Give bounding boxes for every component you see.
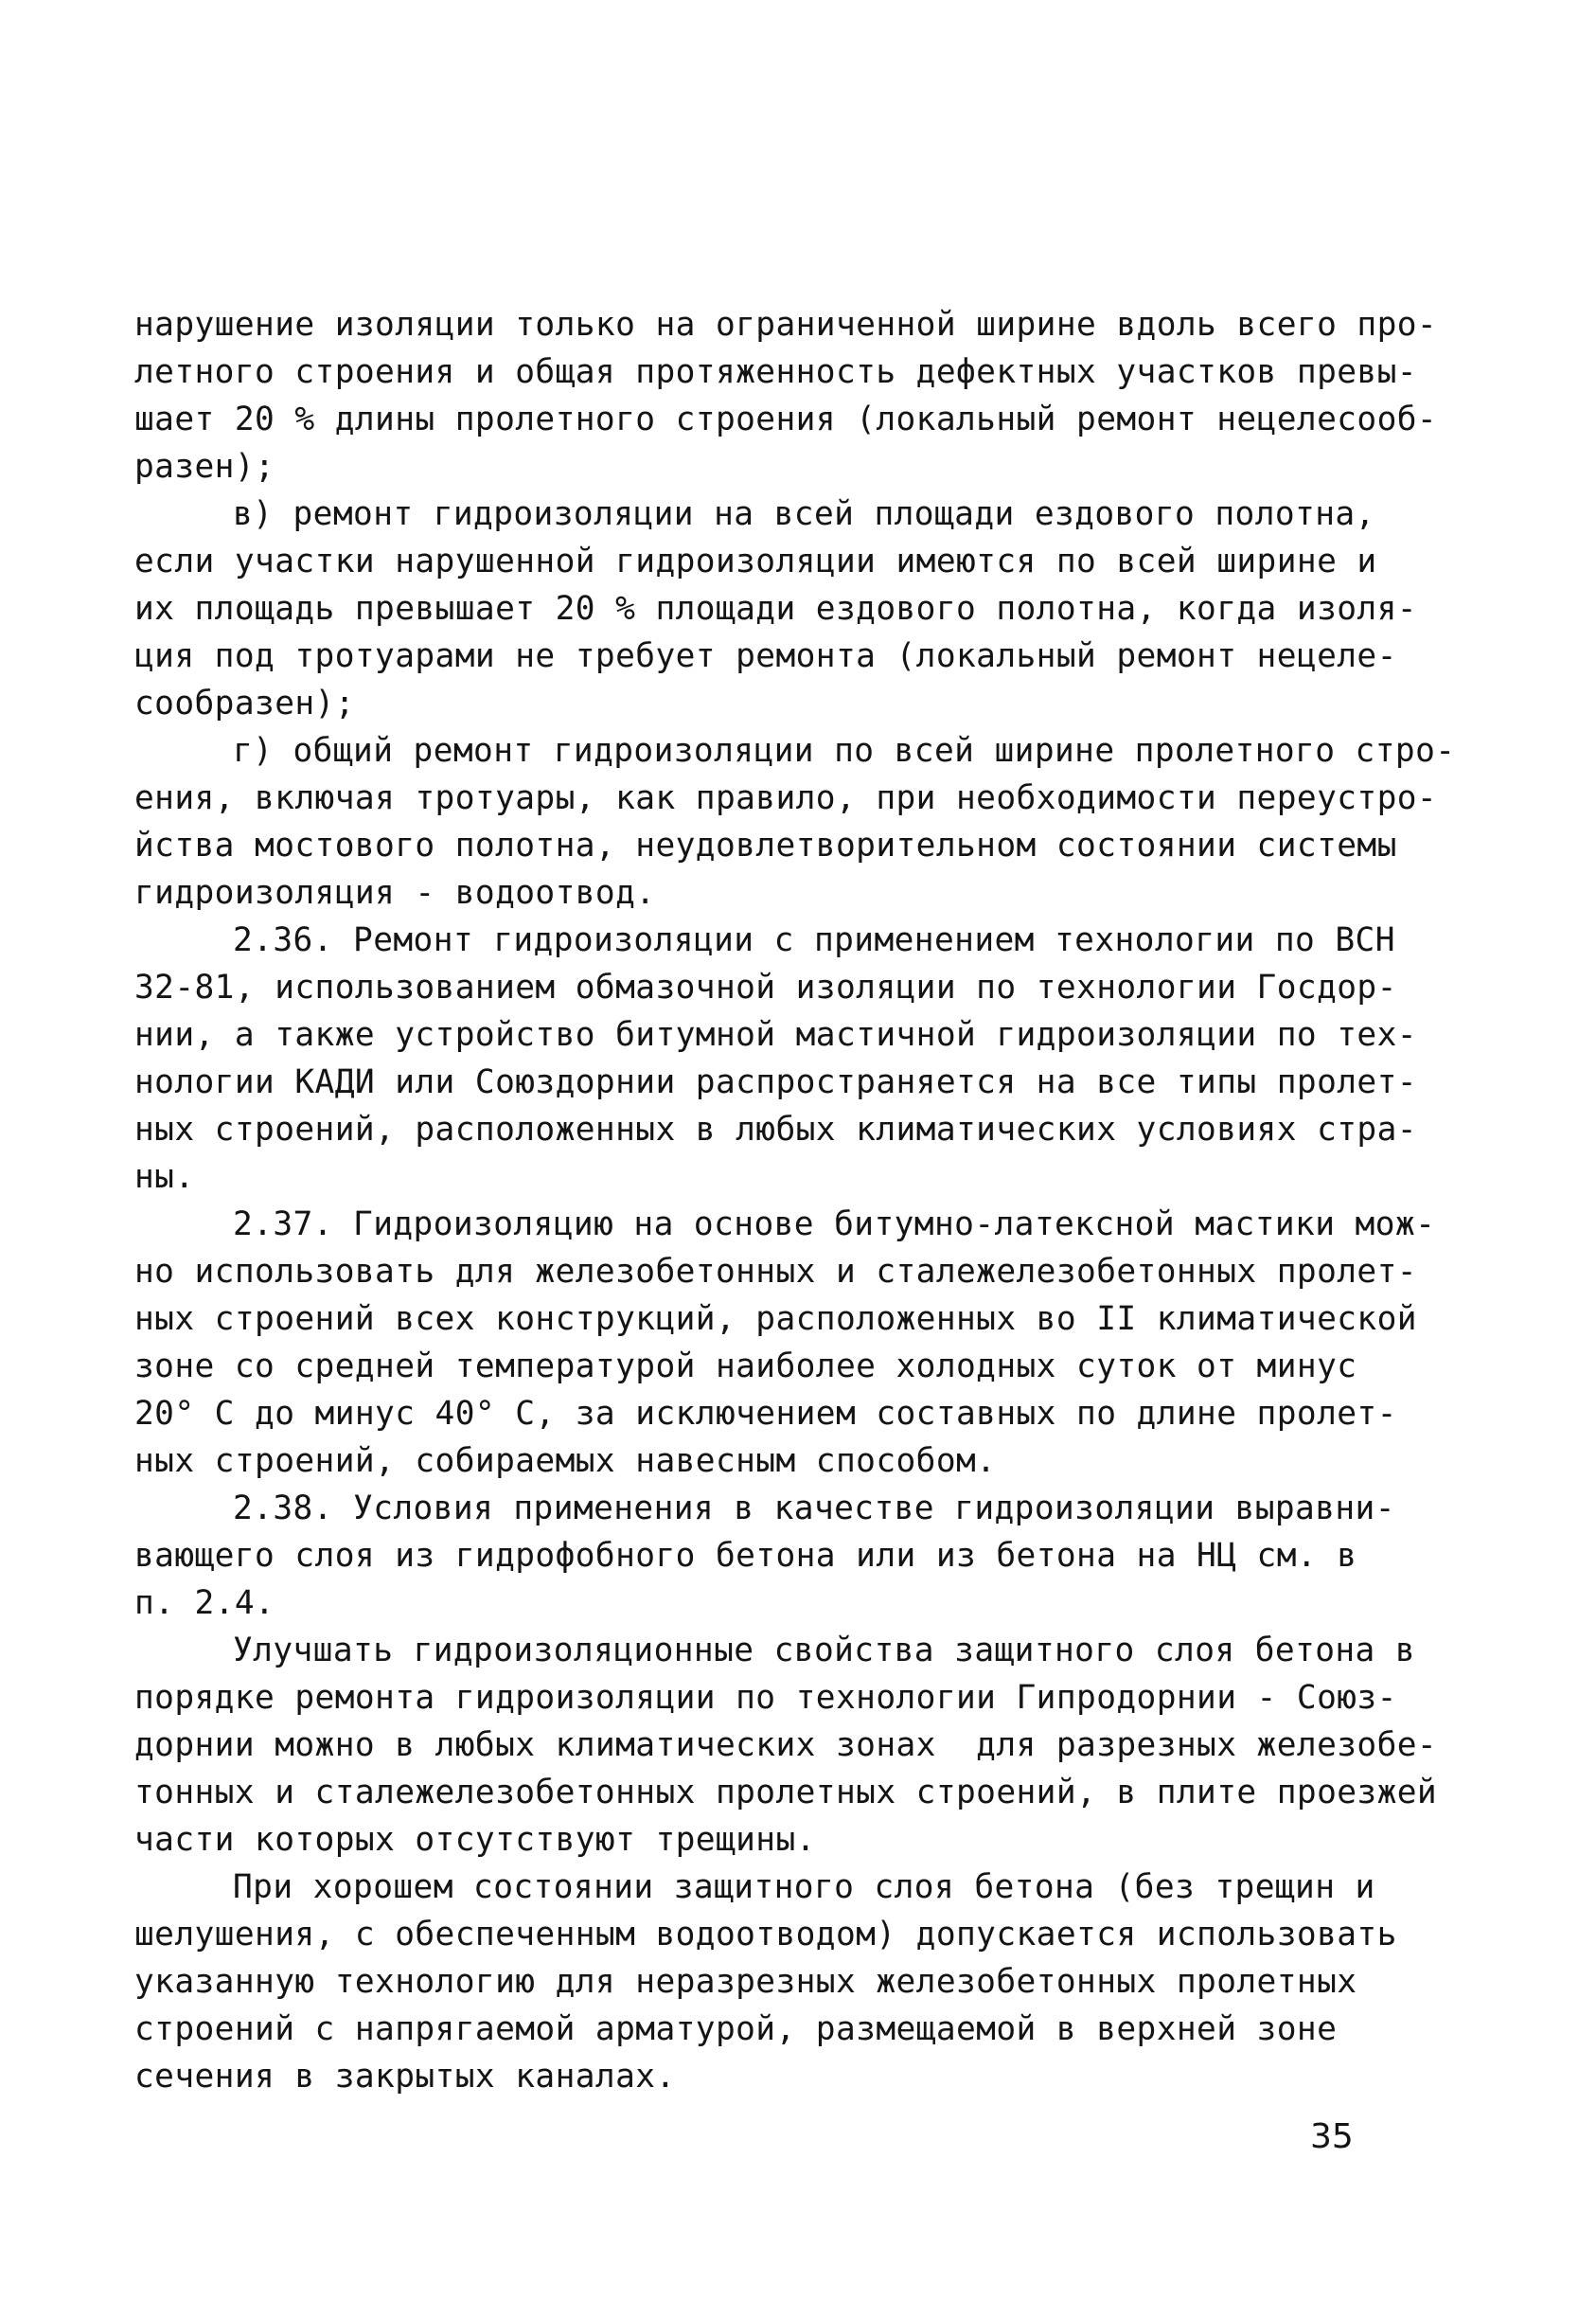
text-line: разен); bbox=[134, 448, 275, 486]
paragraph-continuation bbox=[134, 301, 1438, 491]
text-line: 2.36. Ремонт гидроизоляции с применением технологии по ВСН bbox=[233, 921, 1395, 959]
paragraph-good-condition bbox=[134, 1864, 1422, 2100]
text-line: указанную технологию для неразрезных железобетонных пролетных bbox=[134, 1963, 1357, 2001]
text-line: йства мостового полотна, неудовлетворительном состоянии системы bbox=[134, 827, 1397, 865]
text-line: ны. bbox=[134, 1158, 195, 1196]
text-line: в) ремонт гидроизоляции на всей площади ездового полотна, bbox=[233, 495, 1375, 533]
text-line: если участки нарушенной гидроизоляции имеются по всей ширине и bbox=[134, 543, 1377, 580]
text-line: г) общий ремонт гидроизоляции по всей ширине пролетного стро- bbox=[233, 732, 1456, 770]
text-line: сообразен); bbox=[134, 685, 355, 722]
paragraph-2-37 bbox=[134, 1201, 1436, 1485]
text-line: тонных и сталежелезобетонных пролетных строений, в плите проезжей bbox=[134, 1774, 1438, 1811]
text-line: вающего слоя из гидрофобного бетона или из бетона на НЦ см. в bbox=[134, 1537, 1357, 1575]
text-line: ных строений, расположенных в любых климатических условиях стра- bbox=[134, 1111, 1417, 1149]
paragraph-2-38 bbox=[134, 1485, 1422, 1627]
text-line: строений с напрягаемой арматурой, размещаемой в верхней зоне bbox=[134, 2010, 1338, 2048]
text-line: их площадь превышает 20 % площади ездового полотна, когда изоля- bbox=[134, 590, 1417, 628]
paragraph-improve bbox=[134, 1627, 1438, 1864]
text-line: дорнии можно в любых климатических зонах для разрезных железобе- bbox=[134, 1726, 1438, 1764]
paragraph-item-g bbox=[134, 727, 1456, 917]
text-line: нарушение изоляции только на ограниченной ширине вдоль всего про- bbox=[134, 306, 1438, 344]
text-line: но использовать для железобетонных и сталежелезобетонных пролет- bbox=[134, 1253, 1417, 1291]
text-line: Улучшать гидроизоляционные свойства защитного слоя бетона в bbox=[233, 1632, 1416, 1669]
page-number: 35 bbox=[1310, 2117, 1354, 2156]
text-line: 20° С до минус 40° С, за исключением составных по длине пролет- bbox=[134, 1395, 1397, 1433]
text-line: части которых отсутствуют трещины. bbox=[134, 1821, 816, 1859]
text-line: шает 20 % длины пролетного строения (локальный ремонт нецелесооб- bbox=[134, 401, 1438, 438]
text-line: шелушения, с обеспеченным водоотводом) допускается использовать bbox=[134, 1916, 1397, 1953]
text-line: сечения в закрытых каналах. bbox=[134, 2058, 676, 2096]
paragraph-2-36 bbox=[134, 917, 1422, 1201]
text-line: порядке ремонта гидроизоляции по технологии Гипродорнии - Союз- bbox=[134, 1679, 1397, 1717]
paragraph-item-v bbox=[134, 491, 1422, 727]
text-line: При хорошем состоянии защитного слоя бетона (без трещин и bbox=[233, 1868, 1375, 1906]
text-line: 2.38. Условия применения в качестве гидроизоляции выравни- bbox=[233, 1489, 1395, 1527]
text-line: 2.37. Гидроизоляцию на основе битумно-латексной мастики мож- bbox=[233, 1205, 1436, 1243]
body-text bbox=[134, 301, 1456, 2100]
text-line: нии, а также устройство битумной мастичной гидроизоляции по тех- bbox=[134, 1016, 1417, 1054]
text-line: п. 2.4. bbox=[134, 1584, 275, 1622]
text-line: ция под тротуарами не требует ремонта (локальный ремонт нецеле- bbox=[134, 637, 1397, 675]
text-line: 32-81, использованием обмазочной изоляции по технологии Госдор- bbox=[134, 969, 1397, 1007]
text-line: ных строений всех конструкций, расположенных во II климатической bbox=[134, 1300, 1417, 1338]
text-line: зоне со средней температурой наиболее холодных суток от минус bbox=[134, 1347, 1357, 1385]
text-line: ных строений, собираемых навесным способом. bbox=[134, 1442, 997, 1480]
text-line: гидроизоляция - водоотвод. bbox=[134, 874, 656, 912]
text-line: летного строения и общая протяженность дефектных участков превы- bbox=[134, 353, 1417, 391]
text-line: нологии КАДИ или Союздорнии распространяется на все типы пролет- bbox=[134, 1063, 1417, 1101]
text-line: ения, включая тротуары, как правило, при необходимости переустро- bbox=[134, 779, 1438, 817]
